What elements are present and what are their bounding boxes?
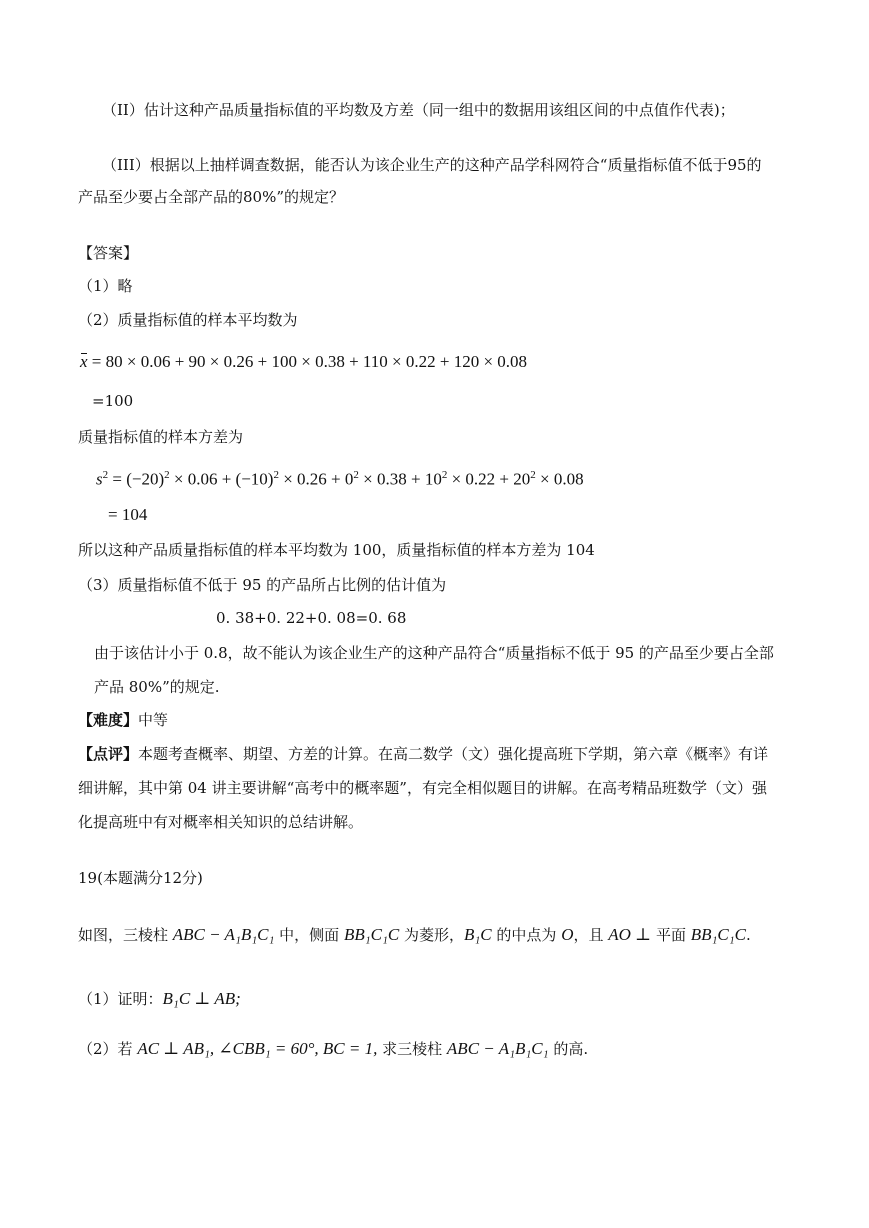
answer-part1: （1）略 <box>78 277 133 295</box>
variance-result: = 104 <box>108 505 148 524</box>
answer-heading: 【答案】 <box>78 244 139 262</box>
answer-part3-intro: （3）质量指标值不低于 95 的产品所占比例的估计值为 <box>78 576 447 594</box>
variance-formula: $s^2 = (-20)^2 \times 0.06 + (-10)^2 \times 0.26 + 0^2 \times 0.38 + 10^2 \times 0.22 + 20^2 \times 0.08$ <box>96 469 584 489</box>
problem19-q1: （1）证明：B₁C ⊥ AB; <box>78 989 241 1008</box>
difficulty-value: 中等 <box>138 711 169 729</box>
mean-formula <box>80 352 527 372</box>
problem18-part3-line2: 产品至少要占全部产品的80%”的规定？ <box>78 188 345 206</box>
mean-symbol: x <box>80 352 88 371</box>
comment-line1: 【点评】本题考查概率、期望、方差的计算。在高二数学（文）强化提高班下学期，第六章《概率》有详 <box>78 745 769 763</box>
problem19-stem: 如图，三棱柱 ABC − A₁B₁C₁ 中，侧面 BB₁C₁C 为菱形，B₁C 的中点为 O，且 AO ⊥ 平面 BB₁C₁C. <box>78 925 751 944</box>
mean-formula-body: = 80 × 0.06 + 90 × 0.26 + 100 × 0.38 + 110 × 0.22 + 120 × 0.08 <box>87 352 528 371</box>
problem18-part3-line1: （III）根据以上抽样调查数据，能否认为该企业生产的这种产品学科网符合“质量指标值不低于95的 <box>102 156 762 174</box>
answer-part3-calc: 0. 38+0. 22+0. 08=0. 68 <box>216 609 407 627</box>
difficulty <box>78 710 168 730</box>
mean-result: =100 <box>92 392 134 410</box>
problem18-part2: （II）估计这种产品质量指标值的平均数及方差（同一组中的数据用该组区间的中点值作代表)； <box>102 101 735 119</box>
answer-conclusion-line1: 由于该估计小于 0.8，故不能认为该企业生产的这种产品符合“质量指标不低于 95 的产品至少要占全部 <box>94 644 774 662</box>
comment-label: 【点评】 <box>78 745 139 763</box>
problem19-q2: （2）若 AC ⊥ AB₁, ∠CBB₁ = 60°, BC = 1, 求三棱柱 ABC − A₁B₁C₁ 的高. <box>78 1039 589 1058</box>
answer-conclusion-line2: 产品 80%”的规定. <box>94 678 220 696</box>
answer-part2-intro: （2）质量指标值的样本平均数为 <box>78 311 298 329</box>
comment-line3: 化提高班中有对概率相关知识的总结讲解。 <box>78 813 364 831</box>
variance-intro: 质量指标值的样本方差为 <box>78 428 244 446</box>
difficulty-label: 【难度】 <box>78 711 139 729</box>
comment-line2: 细讲解，其中第 04 讲主要讲解“高考中的概率题”，有完全相似题目的讲解。在高考精品班数学（文）强 <box>78 779 767 797</box>
problem19-title: 19(本题满分12分) <box>78 869 203 887</box>
answer-summary: 所以这种产品质量指标值的样本平均数为 100，质量指标值的样本方差为 104 <box>78 541 595 559</box>
